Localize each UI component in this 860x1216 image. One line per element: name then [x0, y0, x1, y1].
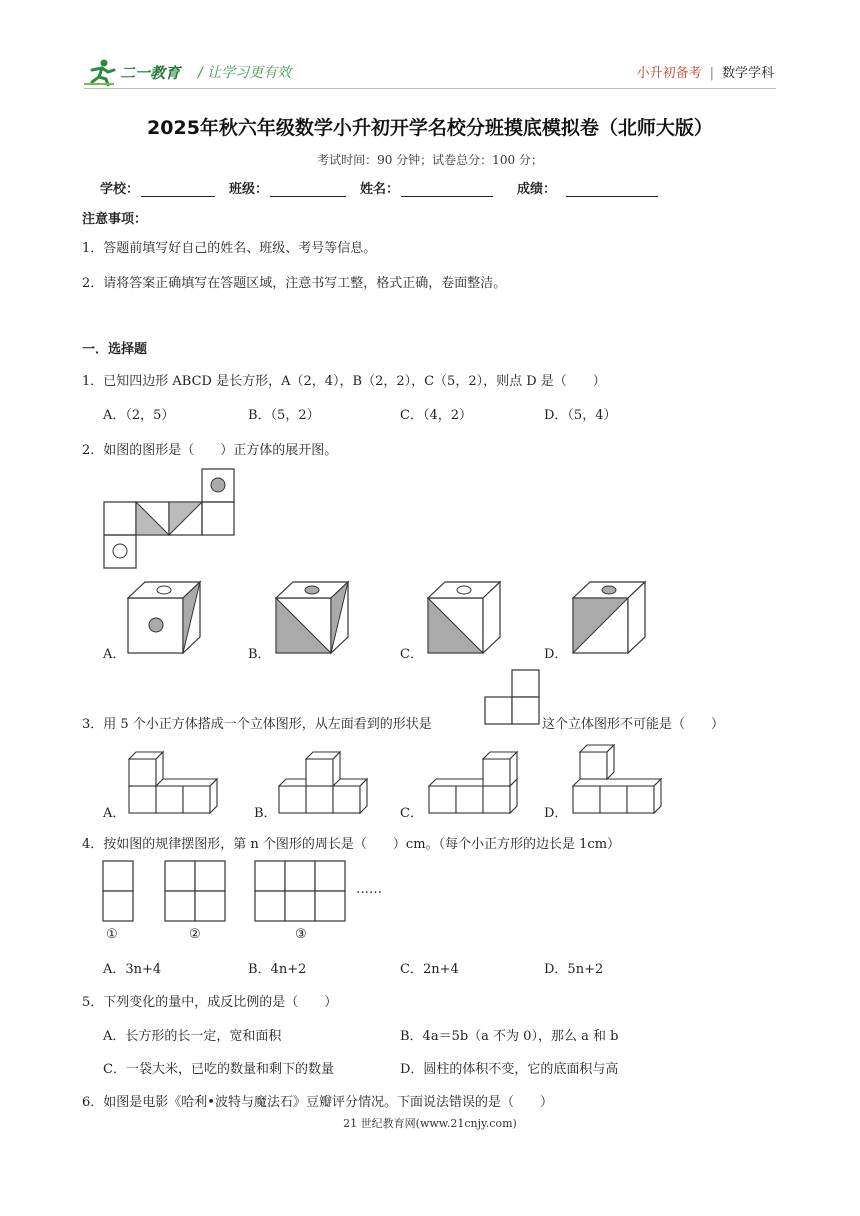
student-fields	[100, 178, 672, 197]
question-3-part1: 3．用 5 个小正方体搭成一个立体图形，从左面看到的形状是	[82, 717, 432, 732]
header-category: 小升初备考	[636, 66, 702, 81]
notice-item-2: 2．请将答案正确填写在答题区域，注意书写工整，格式正确，卷面整洁。	[82, 276, 507, 291]
header-subject	[637, 62, 774, 81]
header-separator: |	[709, 66, 714, 81]
pattern-figure-2	[164, 860, 228, 924]
pattern-label-1: ①	[106, 927, 118, 942]
q2-cube-d	[565, 578, 655, 658]
class-field[interactable]: 班级：	[229, 178, 346, 197]
pattern-figure-3	[254, 860, 348, 924]
q3-stack-c	[424, 746, 524, 816]
q3-option-c[interactable]: C．	[400, 806, 423, 821]
q3-stack-b	[274, 746, 374, 816]
q3-option-b[interactable]: B．	[254, 806, 277, 821]
q4-option-b[interactable]: B．4n+2	[248, 962, 307, 977]
q2-option-a[interactable]: A．	[103, 647, 126, 662]
q5-option-d[interactable]: D．圆柱的体积不变，它的底面积与高	[400, 1062, 619, 1077]
page-footer: 21 世纪教育网(www.21cnjy.com)	[343, 1117, 517, 1130]
page-title: 2025年秋六年级数学小升初开学名校分班摸底模拟卷（北师大版）	[147, 117, 713, 139]
q4-option-a[interactable]: A．3n+4	[103, 962, 162, 977]
pattern-figure-1	[102, 860, 136, 924]
cube-net-figure	[100, 467, 240, 571]
header-divider	[84, 88, 776, 89]
question-5: 5．下列变化的量中，成反比例的是（ ）	[82, 995, 338, 1010]
q1-option-c[interactable]: C．（4，2）	[400, 408, 472, 423]
logo-text: 二一教育	[120, 63, 181, 82]
q1-option-d[interactable]: D．（5，4）	[544, 408, 617, 423]
header-subject-label: 数学学科	[721, 66, 774, 81]
pattern-label-3: ③	[295, 927, 307, 942]
pattern-continuation: ……	[356, 882, 382, 897]
q2-cube-c	[420, 578, 510, 658]
score-field[interactable]: 成绩：	[517, 178, 658, 197]
notice-item-1: 1．答题前填写好自己的姓名、班级、考号等信息。	[82, 241, 377, 256]
notice-heading: 注意事项：	[82, 212, 148, 227]
header-brand	[84, 58, 291, 86]
question-3-part2: 这个立体图形不可能是（ ）	[542, 717, 725, 732]
q3-option-a[interactable]: A．	[103, 806, 126, 821]
q2-option-b[interactable]: B．	[248, 647, 271, 662]
pattern-label-2: ②	[189, 927, 201, 942]
runner-logo-icon	[84, 58, 118, 86]
q3-stack-a	[124, 746, 224, 816]
question-4: 4．按如图的规律摆图形，第 n 个图形的周长是（ ）cm。（每个小正方形的边长是 1cm）	[82, 837, 621, 852]
exam-info: 考试时间：90 分钟；试卷总分：100 分；	[317, 153, 543, 167]
section-choice-heading: 一．选择题	[82, 342, 148, 357]
q3-stack-d	[568, 738, 668, 816]
question-6: 6．如图是电影《哈利•波特与魔法石》豆瓣评分情况。下面说法错误的是（ ）	[82, 1095, 553, 1110]
q2-option-d[interactable]: D．	[544, 647, 568, 662]
q4-option-d[interactable]: D．5n+2	[544, 962, 604, 977]
q4-option-c[interactable]: C．2n+4	[400, 962, 459, 977]
question-2: 2．如图的图形是（ ）正方体的展开图。	[82, 443, 338, 458]
school-field[interactable]: 学校：	[100, 178, 215, 197]
left-view-figure	[484, 668, 542, 728]
q1-option-a[interactable]: A．（2，5）	[103, 408, 175, 423]
q1-option-b[interactable]: B．（5，2）	[248, 408, 320, 423]
name-field[interactable]: 姓名：	[360, 178, 493, 197]
q2-cube-b	[268, 578, 358, 658]
q2-option-c[interactable]: C．	[400, 647, 423, 662]
q5-option-a[interactable]: A．长方形的长一定，宽和面积	[103, 1029, 282, 1044]
question-1: 1．已知四边形 ABCD 是长方形，A（2，4），B（2，2），C（5，2），则点 D 是（ ）	[82, 374, 606, 389]
q3-option-d[interactable]: D．	[544, 806, 568, 821]
slogan: / 让学习更有效	[198, 65, 292, 81]
q5-option-b[interactable]: B．4a＝5b（a 不为 0），那么 a 和 b	[400, 1029, 619, 1044]
q5-option-c[interactable]: C．一袋大米，已吃的数量和剩下的数量	[103, 1062, 334, 1077]
q2-cube-a	[120, 578, 210, 658]
